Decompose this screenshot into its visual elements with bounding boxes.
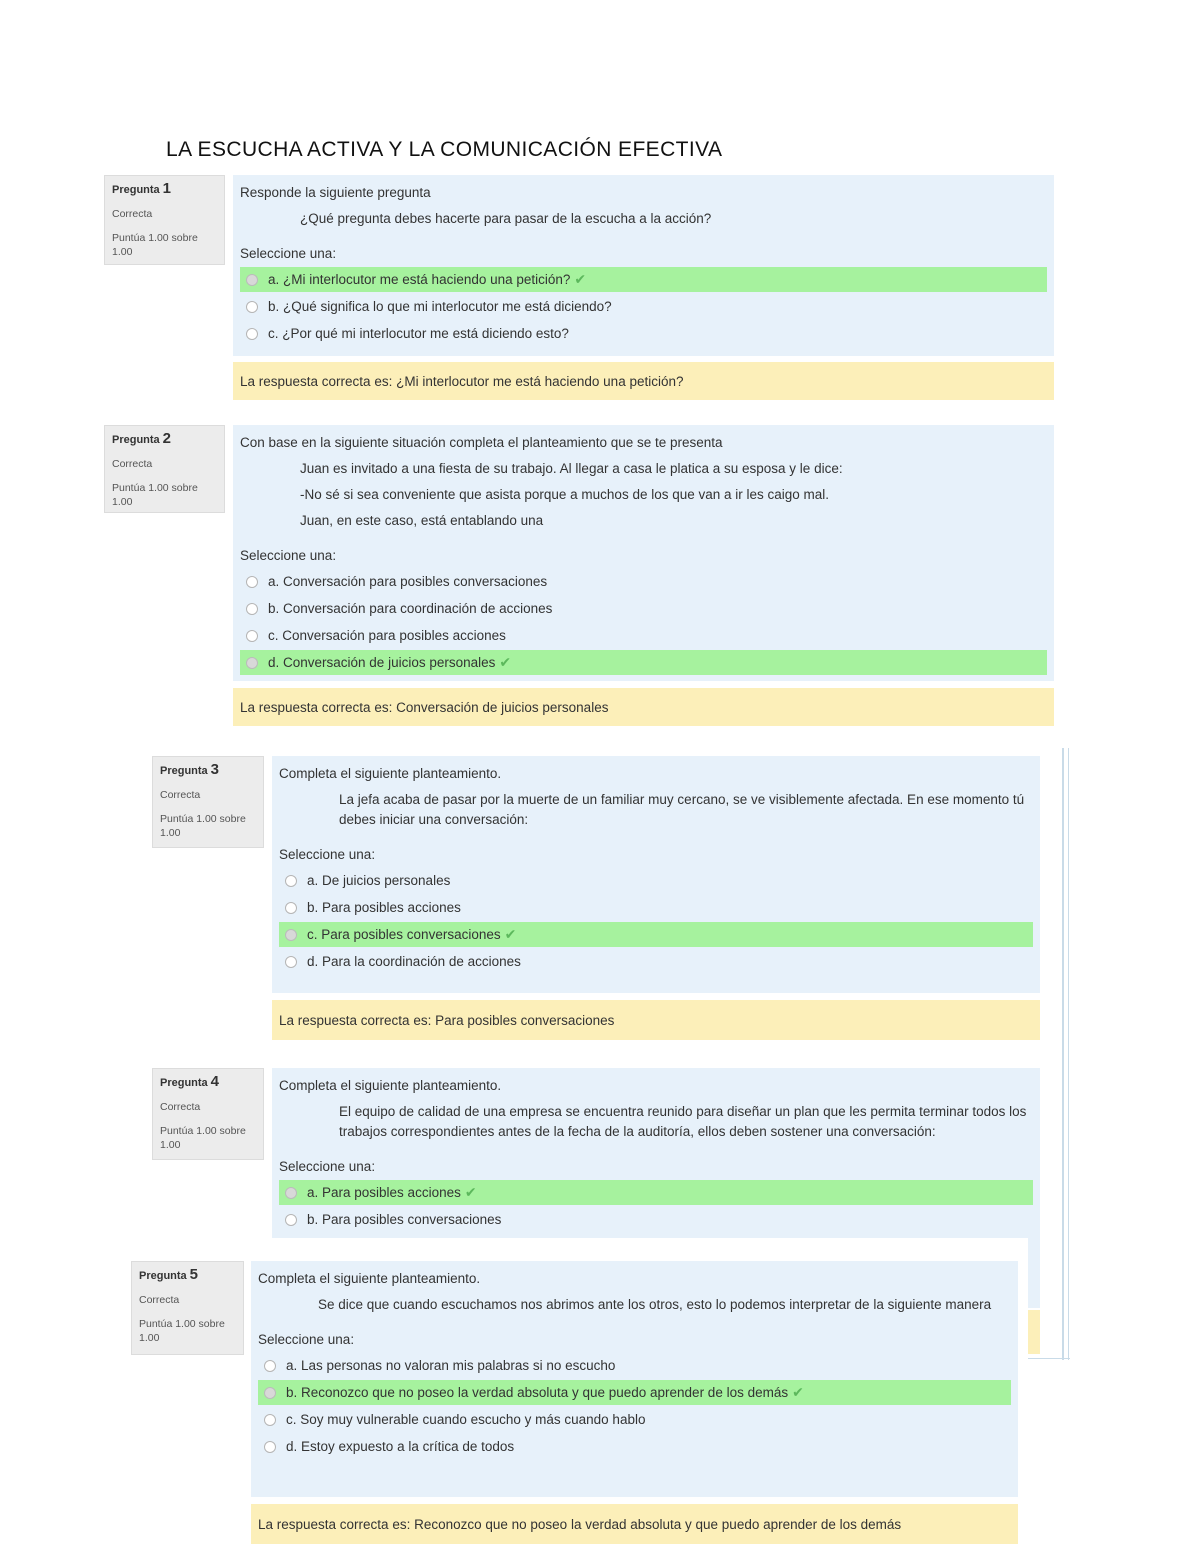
question-label: Pregunta	[112, 184, 160, 196]
check-icon: ✔	[574, 271, 587, 287]
question-score: Puntúa 1.00 sobre 1.00	[160, 813, 246, 839]
answer-option[interactable]	[240, 267, 1047, 292]
question-content	[272, 1068, 1040, 1238]
answer-label: c. ¿Por qué mi interlocutor me está diciendo esto?	[268, 326, 569, 341]
question-details	[240, 459, 1047, 531]
answer-label: b. Reconozco que no poseo la verdad absoluta y que puedo aprender de los demás	[286, 1385, 789, 1400]
radio-selected-icon[interactable]	[264, 1387, 276, 1399]
screenshot-edge-line	[1028, 1238, 1040, 1308]
question-details	[279, 1102, 1033, 1142]
screenshot-edge-line	[1062, 748, 1064, 1360]
question-label: Pregunta	[112, 434, 160, 446]
question-details	[279, 790, 1033, 830]
select-prompt: Seleccione una:	[279, 847, 376, 862]
answer-label: d. Para la coordinación de acciones	[307, 954, 521, 969]
answer-label: a. De juicios personales	[307, 873, 451, 888]
question-text: Con base en la siguiente situación completa el planteamiento que se te presenta	[240, 435, 723, 450]
question-detail: Se dice que cuando escuchamos nos abrimos ante los otros, esto lo podemos interpretar de la siguiente manera	[318, 1297, 992, 1312]
question-text: Completa el siguiente planteamiento.	[279, 1078, 502, 1093]
select-prompt: Seleccione una:	[240, 548, 337, 563]
question-content	[233, 425, 1054, 681]
question-detail: Juan, en este caso, está entablando una	[300, 513, 544, 528]
answer-label: d. Conversación de juicios personales	[268, 655, 496, 670]
question-score: Puntúa 1.00 sobre 1.00	[139, 1318, 225, 1344]
screenshot-edge-line	[1028, 1310, 1040, 1354]
feedback-text: La respuesta correcta es: Conversación de juicios personales	[240, 699, 609, 715]
radio-icon[interactable]	[246, 630, 258, 642]
radio-selected-icon[interactable]	[285, 1187, 297, 1199]
question-info	[152, 756, 264, 848]
answer-option[interactable]	[279, 922, 1033, 947]
answer-list	[279, 868, 1033, 974]
select-prompt: Seleccione una:	[279, 1159, 376, 1174]
question-number: 1	[162, 180, 171, 197]
answer-option[interactable]	[258, 1353, 1011, 1378]
radio-icon[interactable]	[246, 301, 258, 313]
question-score: Puntúa 1.00 sobre 1.00	[112, 482, 198, 508]
screenshot-edge-line	[1028, 1358, 1070, 1359]
check-icon: ✔	[792, 1384, 804, 1400]
answer-option[interactable]	[279, 949, 1033, 974]
radio-icon[interactable]	[285, 1214, 297, 1226]
question-status: Correcta	[112, 458, 153, 470]
answer-label: a. Conversación para posibles conversaciones	[268, 574, 548, 589]
answer-option[interactable]	[279, 868, 1033, 893]
answer-option[interactable]	[240, 623, 1047, 648]
select-prompt: Seleccione una:	[240, 246, 337, 261]
answer-label: b. Para posibles acciones	[307, 900, 461, 915]
radio-icon[interactable]	[264, 1414, 276, 1426]
answer-label: c. Soy muy vulnerable cuando escucho y más cuando hablo	[286, 1412, 646, 1427]
page-title: LA ESCUCHA ACTIVA Y LA COMUNICACIÓN EFECTIVA	[166, 138, 723, 161]
question-info	[104, 425, 225, 513]
question-text: Completa el siguiente planteamiento.	[258, 1271, 481, 1286]
question-info	[152, 1068, 264, 1160]
question-text: Responde la siguiente pregunta	[240, 185, 431, 200]
question-status: Correcta	[160, 789, 201, 801]
answer-list	[240, 569, 1047, 675]
question-status: Correcta	[139, 1294, 180, 1306]
correct-answer-feedback	[233, 362, 1054, 400]
question-number: 2	[162, 430, 171, 447]
feedback-text: La respuesta correcta es: ¿Mi interlocutor me está haciendo una petición?	[240, 373, 684, 389]
correct-answer-feedback	[272, 1000, 1040, 1040]
question-details	[240, 209, 1047, 229]
answer-option[interactable]	[240, 321, 1047, 346]
answer-label: a. Las personas no valoran mis palabras si no escucho	[286, 1358, 616, 1373]
question-text: Completa el siguiente planteamiento.	[279, 766, 502, 781]
question-score: Puntúa 1.00 sobre 1.00	[112, 232, 198, 258]
answer-option[interactable]	[258, 1434, 1011, 1459]
answer-option[interactable]	[258, 1407, 1011, 1432]
correct-answer-feedback	[251, 1504, 1018, 1544]
answer-list	[240, 267, 1047, 346]
answer-label: b. ¿Qué significa lo que mi interlocutor me está diciendo?	[268, 299, 612, 314]
radio-icon[interactable]	[264, 1441, 276, 1453]
correct-answer-feedback	[233, 688, 1054, 726]
question-info	[131, 1261, 244, 1355]
answer-list	[279, 1180, 1033, 1232]
answer-label: c. Conversación para posibles acciones	[268, 628, 506, 643]
question-number: 3	[210, 761, 219, 778]
radio-selected-icon[interactable]	[285, 929, 297, 941]
question-label: Pregunta	[160, 765, 208, 777]
question-number: 4	[210, 1073, 219, 1090]
question-details	[258, 1295, 1011, 1315]
radio-icon[interactable]	[246, 603, 258, 615]
check-icon: ✔	[504, 926, 517, 942]
feedback-text: La respuesta correcta es: Reconozco que no poseo la verdad absoluta y que puedo aprender de los demás	[258, 1516, 902, 1532]
radio-icon[interactable]	[246, 328, 258, 340]
question-label: Pregunta	[139, 1270, 187, 1282]
radio-icon[interactable]	[246, 576, 258, 588]
radio-selected-icon[interactable]	[246, 657, 258, 669]
answer-option[interactable]	[279, 1207, 1033, 1232]
question-status: Correcta	[160, 1101, 201, 1113]
answer-label: c. Para posibles conversaciones	[307, 927, 501, 942]
feedback-text: La respuesta correcta es: Para posibles conversaciones	[279, 1012, 615, 1028]
answer-list	[258, 1353, 1011, 1459]
question-content	[233, 175, 1054, 356]
question-info	[104, 175, 225, 265]
radio-selected-icon[interactable]	[246, 274, 258, 286]
question-detail: ¿Qué pregunta debes hacerte para pasar de la escucha a la acción?	[300, 211, 712, 226]
question-detail: Juan es invitado a una fiesta de su trabajo. Al llegar a casa le platica a su esposa y le dice:	[300, 461, 843, 476]
screenshot-edge-line	[1068, 748, 1069, 1360]
radio-icon[interactable]	[285, 875, 297, 887]
radio-icon[interactable]	[264, 1360, 276, 1372]
answer-option[interactable]	[258, 1380, 1011, 1405]
answer-label: b. Conversación para coordinación de acciones	[268, 601, 553, 616]
answer-option[interactable]	[240, 294, 1047, 319]
answer-label: b. Para posibles conversaciones	[307, 1212, 502, 1227]
question-detail: La jefa acaba de pasar por la muerte de un familiar muy cercano, se ve visiblemente afectada. En ese momento tú debes iniciar una conversación:	[339, 792, 1025, 827]
answer-option[interactable]	[279, 1180, 1033, 1205]
answer-option[interactable]	[240, 650, 1047, 675]
question-number: 5	[189, 1266, 198, 1283]
answer-label: a. Para posibles acciones	[307, 1185, 461, 1200]
select-prompt: Seleccione una:	[258, 1332, 355, 1347]
answer-label: a. ¿Mi interlocutor me está haciendo una petición?	[268, 272, 571, 287]
check-icon: ✔	[499, 654, 512, 670]
answer-option[interactable]	[240, 569, 1047, 594]
question-status: Correcta	[112, 208, 153, 220]
question-content	[251, 1261, 1018, 1497]
check-icon: ✔	[464, 1184, 477, 1200]
answer-option[interactable]	[279, 895, 1033, 920]
question-detail: -No sé si sea conveniente que asista porque a muchos de los que van a ir les caigo mal.	[300, 487, 830, 502]
answer-option[interactable]	[240, 596, 1047, 621]
radio-icon[interactable]	[285, 956, 297, 968]
question-label: Pregunta	[160, 1077, 208, 1089]
answer-label: d. Estoy expuesto a la crítica de todos	[286, 1439, 515, 1454]
question-content	[272, 756, 1040, 993]
question-detail: El equipo de calidad de una empresa se encuentra reunido para diseñar un plan que les permita terminar todos los trabajos correspondientes antes de la fecha de la auditoría, ellos deben sostener una conversación:	[339, 1104, 1027, 1139]
question-score: Puntúa 1.00 sobre 1.00	[160, 1125, 246, 1151]
radio-icon[interactable]	[285, 902, 297, 914]
